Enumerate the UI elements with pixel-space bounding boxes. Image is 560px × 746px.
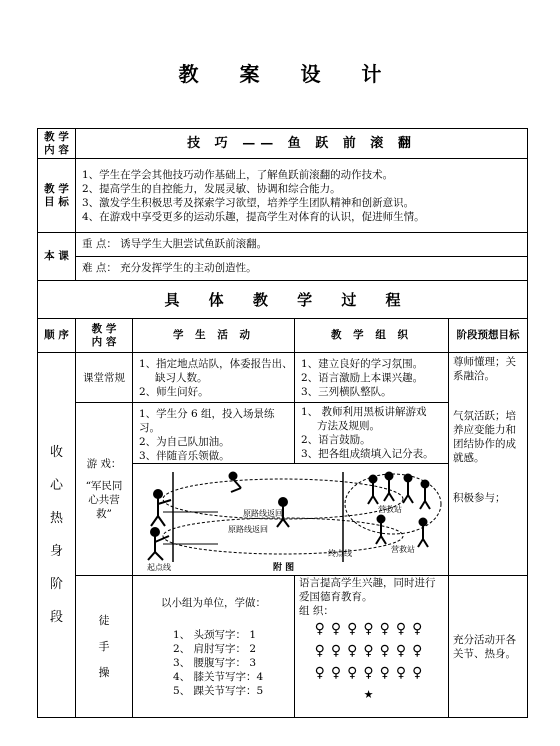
exercise-student: 以小组为单位，学做： 1、 头颈写字： 1 2、 肩肘写字： 2 3、 腰腹写字： 3 4、 膝关节写字：4 5、 踝关节写字：5 xyxy=(133,576,295,718)
process-title: 具 体 教 学 过 程 xyxy=(38,281,528,319)
exercise-label: 徒 手 操 xyxy=(76,576,133,718)
teacher-star-icon: ★ xyxy=(363,688,380,701)
routine-student: 1、指定地点站队，体委报告出、 缺习人数。 2、师生问好。 xyxy=(133,353,295,403)
diagram-caption: 附 图 xyxy=(273,563,295,573)
formation-row: ♀♀♀♀♀♀♀ xyxy=(314,665,429,681)
game-diagram xyxy=(133,464,449,576)
header-content: 教 学 内 容 xyxy=(76,319,133,353)
game-diagram-svg xyxy=(133,464,447,574)
lesson-title: 技 巧 —— 鱼 跃 前 滚 翻 xyxy=(76,129,528,159)
key-point: 重 点： 诱导学生大胆尝试鱼跃前滚翻。 xyxy=(76,233,527,257)
content-label: 教 学 内 容 xyxy=(38,129,76,159)
goal-4-cell xyxy=(449,576,528,718)
label-return-1: 原路线返回 xyxy=(243,509,283,518)
phase-label: 收 心 热 身 阶 段 xyxy=(38,353,76,718)
goal-item: 1、学生在学会其他技巧动作基础上，了解鱼跃前滚翻的动作技术。 xyxy=(82,168,394,181)
header-org: 教 学 组 织 xyxy=(295,319,449,353)
header-order: 顺 序 xyxy=(38,319,76,353)
header-student: 学 生 活 动 xyxy=(133,319,295,353)
label-rescue-station: 营救站 xyxy=(378,505,402,514)
goal-1: 尊师懂理；关系融洽。 xyxy=(453,356,516,382)
game-org: 1、 教师利用黑板讲解游戏 方法及规则。 2、语言鼓励。 3、把各组成绩填入记分表。 xyxy=(295,403,449,464)
goal-item: 2、提高学生的自控能力，发展灵敏、协调和综合能力。 xyxy=(82,182,341,195)
difficulty: 难 点： 充分发挥学生的主动创造性。 xyxy=(82,262,257,274)
stage-goals xyxy=(449,353,528,576)
routine-org: 1、建立良好的学习氛围。 2、语言激励上本课兴趣。 3、三列横队整队。 xyxy=(295,353,449,403)
page-title: 教 案 设 计 xyxy=(178,62,399,86)
goal-4: 充分活动开各关节、热身。 xyxy=(453,633,516,660)
label-start: 起点线 xyxy=(147,563,171,572)
course-label: 本 课 xyxy=(38,233,76,281)
formation xyxy=(299,618,444,706)
goals-label: 教 学 目 标 xyxy=(38,159,76,233)
label-return-2: 原路线返回 xyxy=(228,525,268,534)
goal-item: 4、在游戏中享受更多的运动乐趣，提高学生对体育的认识，促进师生情。 xyxy=(82,210,425,223)
label-disaster: 营救站 xyxy=(391,545,415,554)
return-loop-2 xyxy=(163,518,403,554)
key-points xyxy=(76,233,528,281)
goal-2: 气氛活跃；培养应变能力和团结协作的成就感。 xyxy=(453,410,516,464)
lesson-plan-table xyxy=(37,128,528,718)
game-label: 游 戏： “军民同心共营救” xyxy=(76,403,133,576)
goal-item: 3、激发学生积极思考及探索学习欲望，培养学生团队精神和创新意识。 xyxy=(82,196,415,209)
game-student: 1、学生分 6 组，投入场景练习。 2、为自己队加油。 3、伴随音乐领做。 xyxy=(133,403,295,464)
figures xyxy=(148,473,430,561)
goals-list xyxy=(76,159,528,233)
formation-row: ♀♀♀♀♀♀♀ xyxy=(314,621,429,637)
exercise-org: 语言提高学生兴趣，同时进行爱国德育教育。 组 织： ♀♀♀♀♀♀♀ ♀♀♀♀♀♀♀ ♀♀♀♀♀♀♀ ★ xyxy=(295,576,449,718)
label-end: 终点线 xyxy=(328,549,352,558)
routine-label: 课堂常规 xyxy=(76,353,133,403)
header-goal: 阶段预想目标 xyxy=(449,319,528,353)
formation-row: ♀♀♀♀♀♀♀ xyxy=(314,643,429,659)
goal-3: 积极参与； xyxy=(453,492,506,504)
